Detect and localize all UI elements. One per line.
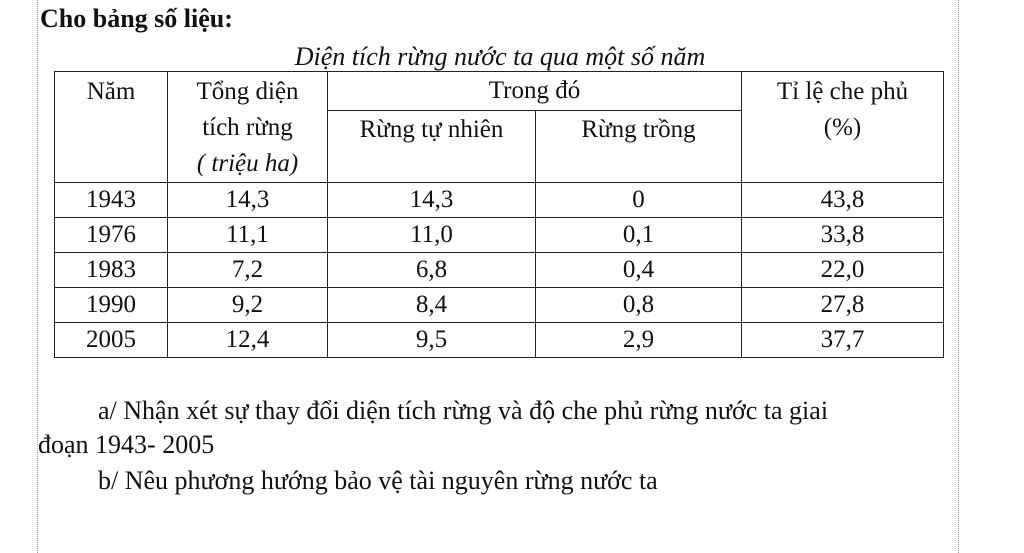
table-row [55,253,944,288]
question-b: b/ Nêu phương hướng bảo vệ tài nguyên rừng nước ta [98,466,658,495]
cell-year: 1983 [55,253,168,288]
header-natural-forest: Rừng tự nhiên [328,111,536,183]
cell-planted: 0 [536,183,742,218]
cell-natural: 11,0 [328,218,536,253]
cell-planted: 0,8 [536,288,742,323]
table-header-row [55,72,944,111]
header-total-area: Tổng diện tích rừng ( triệu ha) [168,72,328,183]
cell-planted: 0,4 [536,253,742,288]
cell-natural: 8,4 [328,288,536,323]
cell-cover: 33,8 [742,218,944,253]
cell-cover: 37,7 [742,323,944,358]
cell-cover: 27,8 [742,288,944,323]
cell-cover: 43,8 [742,183,944,218]
cell-natural: 9,5 [328,323,536,358]
cell-year: 1990 [55,288,168,323]
left-margin-guide [37,0,38,553]
cell-planted: 0,1 [536,218,742,253]
cell-total: 7,2 [168,253,328,288]
cell-natural: 14,3 [328,183,536,218]
forest-area-table [54,71,944,358]
cell-year: 1976 [55,218,168,253]
intro-text: Cho bảng số liệu: [40,4,233,33]
table-row [55,183,944,218]
table-row [55,288,944,323]
header-year: Năm [55,72,168,183]
question-a-line1: a/ Nhận xét sự thay đổi diện tích rừng và độ che phủ rừng nước ta giai [98,396,829,425]
cell-total: 12,4 [168,323,328,358]
table-row [55,323,944,358]
question-a-line2: đoạn 1943- 2005 [38,430,215,459]
cell-year: 1943 [55,183,168,218]
right-margin-guide [958,0,959,553]
header-planted-forest: Rừng trồng [536,111,742,183]
cell-total: 11,1 [168,218,328,253]
table-row [55,218,944,253]
cell-total: 14,3 [168,183,328,218]
cell-planted: 2,9 [536,323,742,358]
header-cover-rate: Tỉ lệ che phủ (%) [742,72,944,183]
cell-total: 9,2 [168,288,328,323]
cell-natural: 6,8 [328,253,536,288]
header-group-of-which: Trong đó [328,72,742,111]
table-caption: Diện tích rừng nước ta qua một số năm [294,42,706,71]
cell-cover: 22,0 [742,253,944,288]
cell-year: 2005 [55,323,168,358]
